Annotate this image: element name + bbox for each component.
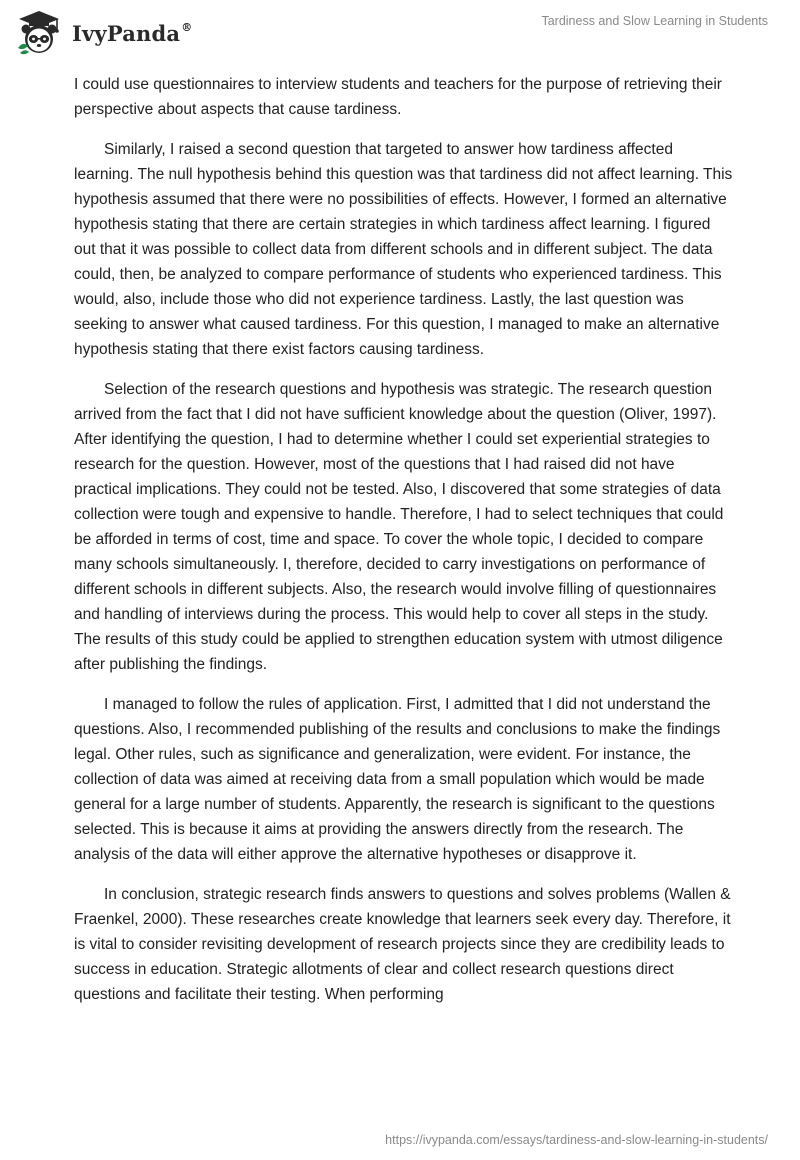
paragraph: I could use questionnaires to interview students and teachers for the purpose of retrieving their perspective about aspects that cause tardiness. bbox=[74, 76, 722, 118]
page-header bbox=[0, 0, 800, 68]
paragraph: In conclusion, strategic research finds answers to questions and solves problems (Wallen & Fraenkel, 2000). These researches create knowledge that learners seek every day. Therefore, it is vital to consider revisiting development of research projects since they are credibility leads to success in education. Strategic allotments of clear and collect research questions direct questions and facilitate their testing. When performing bbox=[74, 886, 731, 1003]
paragraph: Similarly, I raised a second question that targeted to answer how tardiness affected learning. The null hypothesis behind this question was that tardiness did not affect learning. This hypothesis assumed that there were no possibilities of effects. However, I formed an alternative hypothesis stating that there are certain strategies in which tardiness affect learning. I figured out that it was possible to collect data from different schools and in different subject. The data could, then, be analyzed to compare performance of students who experienced tardiness. This would, also, include those who did not experience tardiness. Lastly, the last question was seeking to answer what caused tardiness. For this question, I managed to make an alternative hypothesis stating that there exist factors causing tardiness. bbox=[74, 141, 733, 358]
essay-body bbox=[74, 72, 734, 1022]
paragraph: Selection of the research questions and hypothesis was strategic. The research question arrived from the fact that I did not have sufficient knowledge about the question (Oliver, 1997). After identifying the question, I had to determine whether I could set experiential strategies to research for the question. However, most of the questions that I had raised did not have practical implications. They could not be tested. Also, I discovered that some strategies of data collection were tough and expensive to handle. Therefore, I had to select techniques that could be afforded in terms of cost, time and space. To cover the whole topic, I decided to compare many schools simultaneously. I, therefore, decided to carry investigations on performance of different schools in different subjects. Also, the research would involve filling of questionnaires and handling of interviews during the process. This would help to cover all steps in the study. The results of this study could be applied to strengthen education system with utmost diligence after publishing the findings. bbox=[74, 381, 724, 673]
paragraph: I managed to follow the rules of application. First, I admitted that I did not understand the questions. Also, I recommended publishing of the results and conclusions to make the findings legal. Other rules, such as significance and generalization, were evident. For instance, the collection of data was aimed at receiving data from a small population which would be made general for a large number of students. Apparently, the research is significant to the questions selected. This is because it aims at providing the answers directly from the research. The analysis of the data will either approve the alternative hypotheses or disapprove it. bbox=[74, 696, 721, 863]
document-title: Tardiness and Slow Learning in Students bbox=[541, 14, 768, 28]
site-logo[interactable] bbox=[14, 8, 192, 58]
brand-name: IvyPanda® bbox=[72, 20, 193, 46]
panda-logo-icon bbox=[14, 8, 64, 58]
source-url[interactable]: https://ivypanda.com/essays/tardiness-and-slow-learning-in-students/ bbox=[385, 1133, 768, 1147]
